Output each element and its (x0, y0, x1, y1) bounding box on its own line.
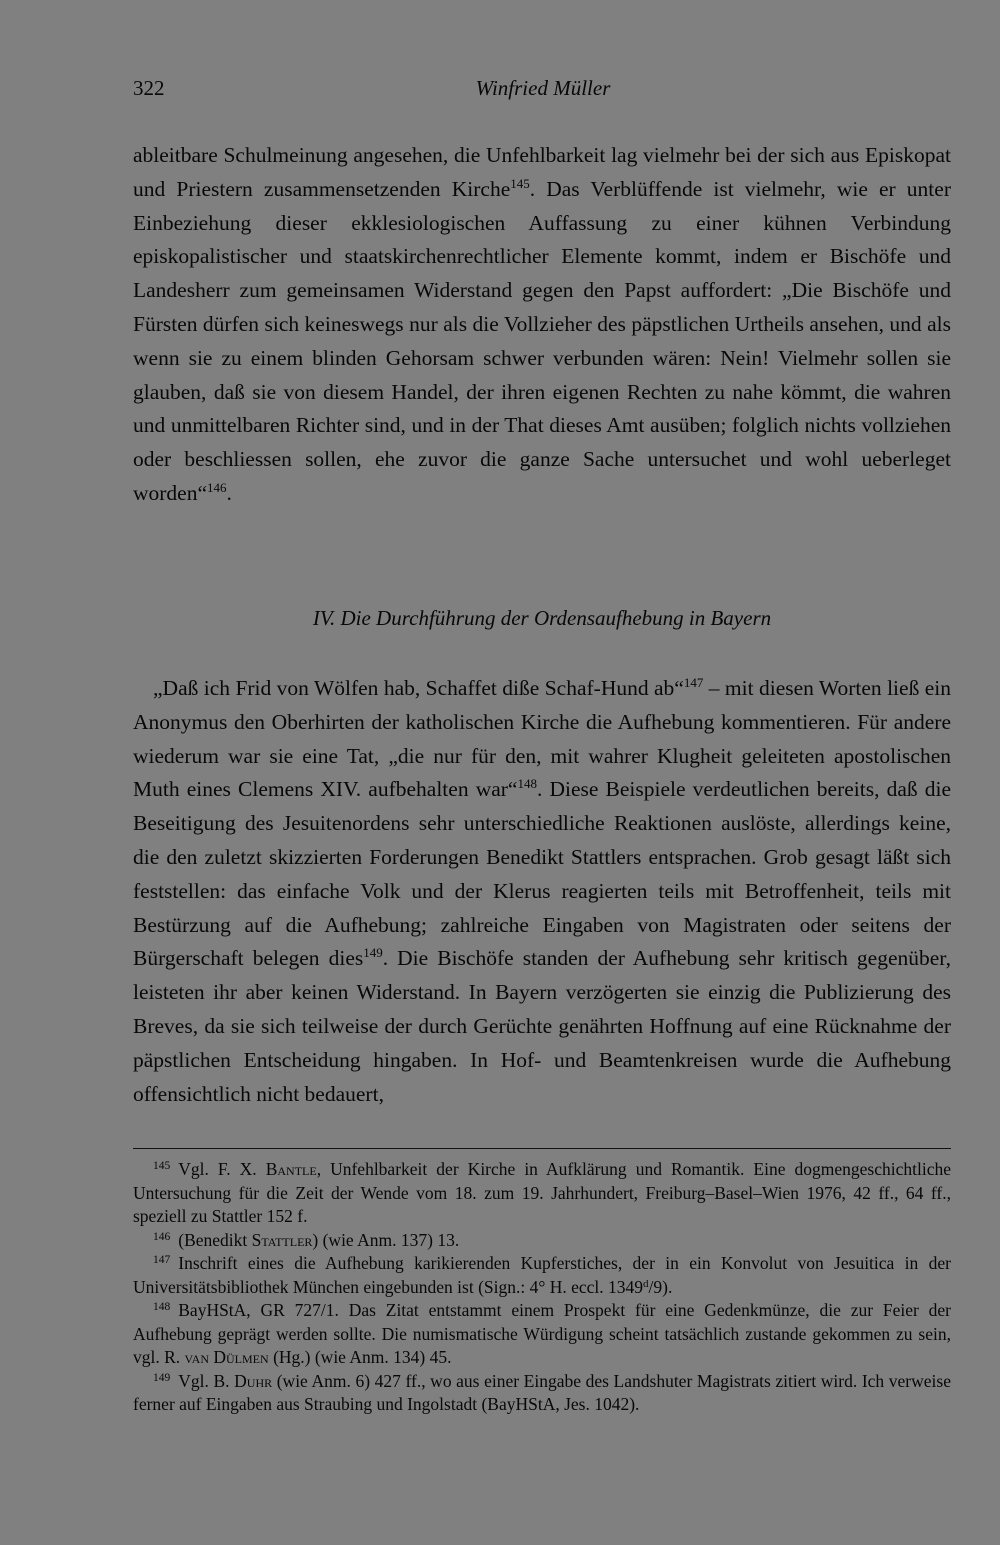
footnote-text: , Unfehlbarkeit der Kirche in Aufklärung und Romantik. Eine dogmengeschichtliche Untersuchung für die Zeit der Wende vom 18. zum 19. Jahrhundert, Freiburg–Basel–Wien 1976, 42 ff., 64 ff., speziell zu Stattler 152 f. (133, 1159, 951, 1226)
footnote-ref-149: 149 (363, 945, 383, 961)
page-header (133, 76, 953, 106)
footnote-text: (Hg.) (wie Anm. 134) 45. (268, 1347, 452, 1367)
footnote-number: 149 (153, 1371, 171, 1384)
footnote-number: 146 (153, 1230, 171, 1243)
footnote-divider (133, 1148, 951, 1149)
paragraph-2-text-a: „Daß ich Frid von Wölfen hab, Schaffet diße Schaf-Hund ab“ (153, 676, 684, 700)
footnote-number: 145 (153, 1160, 171, 1172)
footnote-text: Vgl. F. X. (178, 1159, 266, 1179)
paragraph-2-text-b: – mit diesen Worten ließ ein Anonymus den Oberhirten der katholischen Kirche die Aufhebung kommentieren. Für andere wiederum war sie eine Tat, „die nur für den, mit wahrer Klugheit geleiteten apostolischen Muth eines Clemens XIV. aufbehalten war“ (133, 676, 951, 802)
author-name: Bantle (265, 1159, 317, 1179)
footnote-text: /9). (648, 1276, 673, 1297)
footnote-number: 148 (153, 1301, 171, 1313)
author-name: van Dülmen (184, 1347, 269, 1367)
paragraph-2 (133, 672, 951, 1111)
footnote-149 (133, 1370, 951, 1417)
page-number: 322 (133, 76, 165, 100)
footnote-text: (Benedikt (178, 1229, 252, 1250)
paragraph-1 (133, 139, 951, 511)
author-name: Stattler (251, 1229, 313, 1250)
paragraph-1-text-a: ableitbare Schulmeinung angesehen, die Unfehlbarkeit lag vielmehr bei der sich aus Episkopat und Priestern zusammensetzenden Kirche (133, 143, 951, 201)
footnote-number: 147 (153, 1254, 171, 1266)
paragraph-1-text-b: . Das Verblüffende ist vielmehr, wie er unter Einbeziehung dieser ekklesiologischen Auffassung zu einer kühnen Verbindung episkopalistischer und staatskirchenrechtlicher Elemente kommt, indem er Bischöfe und Landesherr zum gemeinsamen Widerstand gegen den Papst auffordert: „Die Bischöfe und Fürsten dürfen sich keineswegs nur als die Vollzieher des päpstlichen Urtheils ansehen, und als wenn sie zu einem blinden Gehorsam schwer verbunden wären: Nein! Vielmehr sollen sie glauben, daß sie von diesem Handel, der ihren eigenen Rechten zu nahe kömmt, die wahren und unmittelbaren Richter sind, und in der That dieses Amt ausüben; folglich nichts vollziehen oder beschliessen sollen, ehe zuvor die ganze Sache untersuchet und wohl ueberleget worden“ (133, 176, 951, 505)
footnote-text: Vgl. B. (178, 1370, 235, 1391)
footnote-ref-148: 148 (517, 776, 537, 792)
running-title: Winfried Müller (475, 76, 611, 100)
footnote-ref-145: 145 (510, 175, 530, 191)
footnote-text: BayHStA, GR 727/1. Das Zitat entstammt einem Prospekt für eine Gedenkmünze, die zur Feier der Aufhebung geprägt werden sollte. Die numismatische Würdigung scheint tatsächlich zustande gekommen zu sein, vgl. R. (133, 1300, 951, 1367)
footnote-text: (wie Anm. 6) 427 ff., wo aus einer Eingabe des Landshuter Magistrats zitiert wird. Ich verweise ferner auf Eingaben aus Straubing und Ingolstadt (BayHStA, Jes. 1042). (133, 1370, 951, 1414)
paragraph-1-text-c: . (226, 480, 232, 505)
section-heading: IV. Die Durchführung der Ordensaufhebung in Bayern (312, 606, 772, 630)
footnote-ref-146: 146 (207, 479, 227, 495)
footnote-147 (133, 1252, 951, 1299)
paragraph-2-text-c: . Diese Beispiele verdeutlichen bereits, daß die Beseitigung des Jesuitenordens sehr unterschiedliche Reaktionen auslöste, allerdings keine, die den zuletzt skizzierten Forderungen Benedikt Stattlers entsprachen. Grob gesagt läßt sich feststellen: das einfache Volk und der Klerus reagierten teils mit Betroffenheit, teils mit Bestürzung auf die Aufhebung; zahlreiche Eingaben von Magistraten oder seitens der Bürgerschaft belegen dies (133, 777, 952, 971)
footnote-146 (133, 1229, 951, 1253)
footnote-text: Inschrift eines die Aufhebung karikierenden Kupferstiches, der in ein Konvolut von Jesuitica in der Universitätsbibliothek München eingebunden ist (Sign.: 4° H. eccl. 1349 (133, 1253, 951, 1297)
paragraph-2-text-d: . Die Bischöfe standen der Aufhebung sehr kritisch gegenüber, leisteten ihr aber keinen Widerstand. In Bayern verzögerten sie einzig die Publizierung des Breves, da sie sich teilweise der durch Gerüchte genährten Hoffnung auf eine Rücknahme der päpstlichen Entscheidung hingaben. In Hof- und Beamtenkreisen wurde die Aufhebung offensichtlich nicht bedauert, (133, 946, 951, 1106)
footnote-145 (133, 1158, 951, 1229)
footnote-148 (133, 1299, 951, 1370)
footnote-ref-147: 147 (683, 675, 704, 690)
author-name: Duhr (234, 1370, 273, 1391)
footnote-text: ) (wie Anm. 137) 13. (312, 1229, 460, 1250)
superscript-letter: d (643, 1277, 649, 1290)
footnotes (133, 1158, 951, 1417)
